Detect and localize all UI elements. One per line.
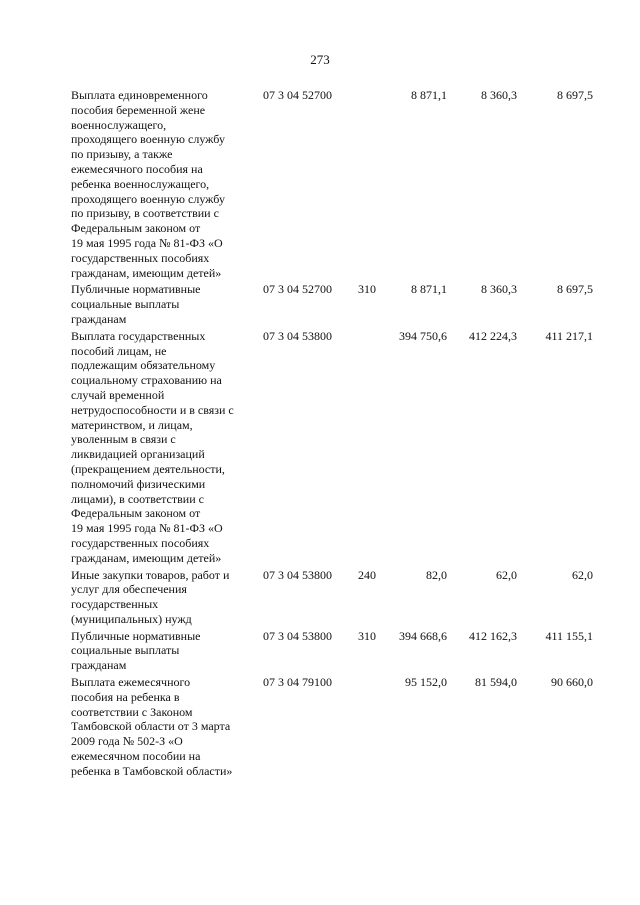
row-value-2: 412 224,3	[469, 328, 517, 343]
row-value-3: 411 155,1	[545, 628, 593, 643]
row-name: Публичные нормативные социальные выплаты гражданам	[71, 628, 201, 673]
table-row	[71, 88, 603, 280]
row-value-1: 394 668,6	[399, 628, 447, 643]
row-value-2: 81 594,0	[475, 675, 517, 690]
row-code: 07 3 04 52700	[263, 282, 332, 297]
row-value-2: 62,0	[496, 567, 517, 582]
table-row	[71, 329, 603, 566]
row-code: 07 3 04 53800	[263, 328, 332, 343]
row-code: 07 3 04 52700	[263, 88, 332, 102]
row-vr: 240	[358, 567, 376, 582]
table-row	[71, 675, 603, 779]
table-row	[71, 629, 603, 673]
row-value-2: 8 360,3	[481, 88, 517, 102]
row-value-1: 8 871,1	[411, 88, 447, 102]
row-value-1: 394 750,6	[399, 328, 447, 343]
row-value-3: 411 217,1	[545, 328, 593, 343]
budget-table	[71, 88, 603, 781]
row-value-3: 8 697,5	[557, 88, 593, 102]
row-name: Иные закупки товаров, работ и услуг для обеспечения государственных (муниципальных) нужд	[71, 567, 230, 626]
row-value-3: 62,0	[572, 567, 593, 582]
row-value-1: 82,0	[426, 567, 447, 582]
row-code: 07 3 04 53800	[263, 628, 332, 643]
row-value-3: 8 697,5	[557, 282, 593, 297]
row-value-1: 8 871,1	[411, 282, 447, 297]
row-value-2: 8 360,3	[481, 282, 517, 297]
row-vr: 310	[358, 282, 376, 297]
row-name: Выплата государственных пособий лицам, не подлежащим обязательному социальному страхованию на случай временной нетрудоспособности и в связи с материнством, и лицам, уволенным в связи с ликвидацией организаций (прекращением деятельности, полномочий физическими лицами), в соответствии с Федеральным законом от 19 мая 1995 года № 81-ФЗ «О государственных пособиях гражданам, имеющим детей»	[71, 328, 234, 565]
row-name: Публичные нормативные социальные выплаты гражданам	[71, 282, 201, 326]
table-row	[71, 282, 603, 326]
row-value-2: 412 162,3	[469, 628, 517, 643]
row-code: 07 3 04 79100	[263, 675, 332, 690]
row-vr: 310	[358, 628, 376, 643]
row-name: Выплата ежемесячного пособия на ребенка в соответствии с Законом Тамбовской области от 3 марта 2009 года № 502-З «О ежемесячном пособии на ребенка в Тамбовской области»	[71, 675, 233, 778]
row-value-1: 95 152,0	[405, 675, 447, 690]
row-code: 07 3 04 53800	[263, 567, 332, 582]
page-number: 273	[310, 52, 330, 67]
row-name: Выплата единовременного пособия беременной жене военнослужащего, проходящего военную службу по призыву, а также ежемесячного пособия на ребенка военнослужащего, проходящего военную службу по призыву, в соответствии с Федеральным законом от 19 мая 1995 года № 81-ФЗ «О государственных пособиях гражданам, имеющим детей»	[71, 88, 225, 280]
table-row	[71, 568, 603, 627]
row-value-3: 90 660,0	[551, 675, 593, 690]
